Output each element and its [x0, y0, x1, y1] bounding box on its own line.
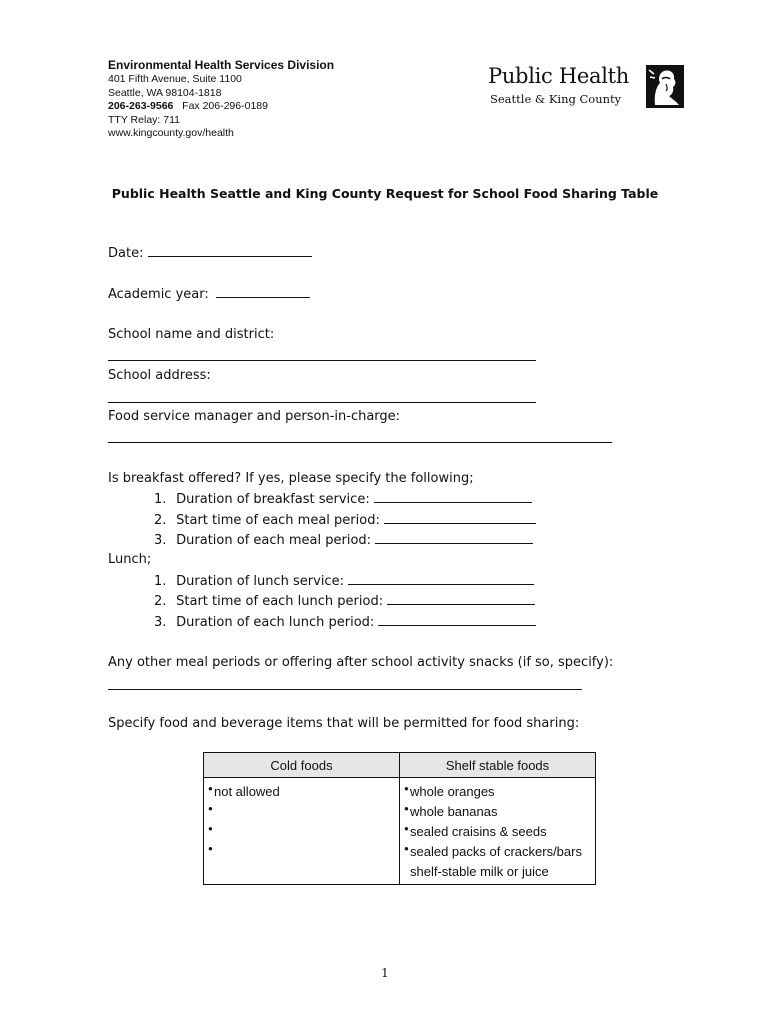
- list-item: [204, 842, 399, 862]
- bullet-icon: ●: [208, 784, 213, 793]
- lunch-start-time-input[interactable]: [387, 592, 535, 605]
- logo-title: Public Health: [488, 64, 630, 88]
- breakfast-item: [154, 531, 533, 550]
- bullet-icon: ●: [404, 824, 409, 833]
- list-item: [204, 782, 399, 802]
- tty-relay: TTY Relay: 711: [108, 113, 180, 126]
- department-name: Environmental Health Services Division: [108, 58, 335, 72]
- breakfast-item: [154, 511, 536, 530]
- specify-items-label: Specify food and beverage items that will be permitted for food sharing:: [108, 716, 580, 731]
- other-meals-input[interactable]: [108, 689, 582, 690]
- food-sharing-table: [203, 752, 596, 885]
- item-number: 3.: [154, 533, 167, 548]
- breakfast-meal-duration-label: Duration of each meal period:: [176, 533, 372, 548]
- lunch-period-duration-input[interactable]: [378, 613, 536, 626]
- lunch-start-time-label: Start time of each lunch period:: [176, 594, 384, 609]
- academic-year-input[interactable]: [216, 285, 310, 298]
- school-address-label: School address:: [108, 368, 211, 383]
- breakfast-duration-input[interactable]: [374, 490, 532, 503]
- cold-item-text: not allowed: [214, 784, 280, 799]
- address-line-2: Seattle, WA 98104-1818: [108, 86, 222, 99]
- item-number: 2.: [154, 513, 167, 528]
- table-header-row: [204, 753, 596, 778]
- shelf-item-text: whole bananas: [410, 804, 498, 819]
- list-item: [400, 822, 595, 842]
- date-input[interactable]: [148, 244, 312, 257]
- item-number: 1.: [154, 492, 167, 507]
- bullet-icon: ●: [404, 844, 409, 853]
- agency-address-block: [108, 58, 352, 141]
- shelf-item-text: sealed craisins & seeds: [410, 824, 547, 839]
- list-item: [400, 782, 595, 802]
- date-row: [108, 244, 312, 263]
- lunch-item: [154, 592, 535, 611]
- phone-number: 206-263-9566: [108, 100, 174, 112]
- table-row: [204, 778, 596, 885]
- breakfast-item: [154, 490, 532, 509]
- phone-fax-line: [108, 100, 352, 114]
- bullet-icon: ●: [404, 784, 409, 793]
- school-name-label: School name and district:: [108, 327, 275, 342]
- lunch-item: [154, 613, 536, 632]
- list-item: [204, 802, 399, 822]
- breakfast-meal-duration-input[interactable]: [375, 531, 533, 544]
- shelf-item-text: sealed packs of crackers/bars: [410, 844, 582, 859]
- shelf-item-text: whole oranges: [410, 784, 495, 799]
- item-number: 2.: [154, 594, 167, 609]
- list-item: [400, 802, 595, 822]
- breakfast-duration-label: Duration of breakfast service:: [176, 492, 370, 507]
- form-title: Public Health Seattle and King County Request for School Food Sharing Table: [111, 186, 659, 201]
- breakfast-start-time-label: Start time of each meal period:: [176, 513, 380, 528]
- item-number: 1.: [154, 574, 167, 589]
- other-meals-label: Any other meal periods or offering after school activity snacks (if so, specify):: [108, 655, 614, 670]
- school-name-input[interactable]: [108, 360, 536, 361]
- food-service-manager-input[interactable]: [108, 442, 612, 443]
- fax-number: Fax 206-296-0189: [182, 100, 268, 112]
- bullet-icon: ●: [208, 844, 213, 853]
- lunch-duration-label: Duration of lunch service:: [176, 574, 344, 589]
- breakfast-start-time-input[interactable]: [384, 511, 536, 524]
- lunch-heading: Lunch;: [108, 552, 152, 567]
- lunch-item: [154, 572, 534, 591]
- breakfast-question: Is breakfast offered? If yes, please specify the following;: [108, 471, 474, 486]
- website-link[interactable]: www.kingcounty.gov/health: [108, 127, 234, 139]
- logo-subtitle: Seattle & King County: [490, 92, 622, 106]
- academic-year-row: [108, 285, 310, 304]
- food-service-manager-label: Food service manager and person-in-charge:: [108, 409, 401, 424]
- address-line-1: 401 Fifth Avenue, Suite 1100: [108, 73, 242, 85]
- cold-foods-cell[interactable]: [204, 778, 400, 885]
- list-item: [400, 862, 595, 882]
- list-item: [400, 842, 595, 862]
- bullet-icon: ●: [404, 804, 409, 813]
- shelf-stable-foods-list: [400, 782, 595, 882]
- lunch-period-duration-label: Duration of each lunch period:: [176, 615, 375, 630]
- bullet-icon: ●: [208, 804, 213, 813]
- date-label: Date:: [108, 246, 144, 261]
- academic-year-label: Academic year:: [108, 287, 209, 302]
- shelf-stable-foods-cell[interactable]: [400, 778, 596, 885]
- item-number: 3.: [154, 615, 167, 630]
- shelf-item-text: shelf-stable milk or juice: [410, 864, 549, 879]
- page-number: 1: [381, 966, 389, 980]
- cold-foods-list: [204, 782, 399, 862]
- list-item: [204, 822, 399, 842]
- cold-foods-header: Cold foods: [204, 753, 400, 778]
- lunch-duration-input[interactable]: [348, 572, 534, 585]
- school-address-input[interactable]: [108, 402, 536, 403]
- shelf-stable-foods-header: Shelf stable foods: [400, 753, 596, 778]
- public-health-logo: [488, 64, 686, 110]
- king-county-portrait-icon: [646, 65, 684, 108]
- bullet-icon: ●: [208, 824, 213, 833]
